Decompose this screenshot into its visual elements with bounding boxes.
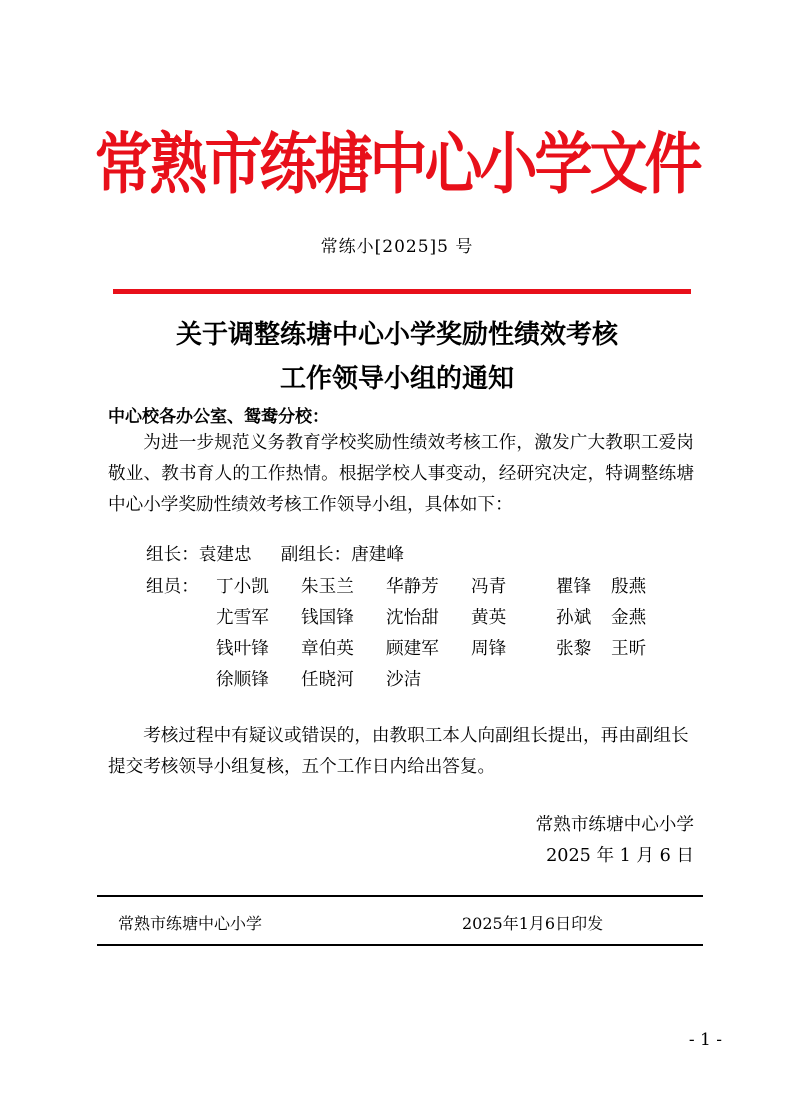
members-row (146, 572, 696, 603)
member-name: 朱玉兰 (301, 577, 354, 597)
member-name: 顾建军 (386, 639, 439, 659)
member-name: 尤雪军 (216, 608, 269, 628)
notice-title-line1: 关于调整练塘中心小学奖励性绩效考核 (175, 320, 618, 350)
member-name: 冯青 (471, 577, 507, 597)
page-number: - 1 - (688, 1030, 722, 1050)
member-name: 任晓河 (301, 670, 354, 690)
member-name: 周锋 (471, 639, 507, 659)
member-name: 丁小凯 (216, 577, 269, 597)
body-paragraph-2 (108, 721, 694, 783)
members-grid (146, 572, 696, 696)
member-name: 张黎 (556, 639, 592, 659)
footer-top-rule (97, 895, 703, 897)
member-name: 章伯英 (301, 639, 354, 659)
recipient: 中心校各办公室、鸳鸯分校： (108, 407, 329, 427)
member-name: 王昕 (611, 639, 647, 659)
document-header-title: 常熟市练塘中心小学文件 (94, 124, 700, 204)
member-name: 沙洁 (386, 670, 422, 690)
body-paragraph-1 (108, 428, 694, 521)
members-label: 组员： (146, 577, 199, 597)
member-name: 孙斌 (556, 608, 592, 628)
member-name: 钱叶锋 (216, 639, 269, 659)
document-number: 常练小[2025]5 号 (320, 237, 474, 257)
footer-bottom-rule (97, 944, 703, 946)
member-name: 钱国锋 (301, 608, 354, 628)
members-row (146, 603, 696, 634)
footer-issuer: 常熟市练塘中心小学 (118, 914, 263, 933)
members-row (146, 634, 696, 665)
leader-name: 袁建忠 (198, 545, 252, 565)
notice-title-line2: 工作领导小组的通知 (279, 364, 514, 394)
signature-date: 2025 年 1 月 6 日 (546, 846, 694, 866)
signature-org: 常熟市练塘中心小学 (535, 815, 694, 835)
member-name: 殷燕 (611, 577, 647, 597)
paragraph-text: 为进一步规范义务教育学校奖励性绩效考核工作，激发广大教职工爱岗敬业、教书育人的工作热情。根据学校人事变动，经研究决定，特调整练塘中心小学奖励性绩效考核工作领导小组，具体如下： (108, 433, 694, 515)
leader-label: 组长： (146, 545, 199, 565)
footer-issue-date: 2025年1月6日印发 (462, 914, 604, 933)
member-name: 瞿锋 (556, 577, 592, 597)
red-divider (113, 289, 691, 294)
deputy-name: 唐建峰 (351, 545, 404, 565)
members-row (146, 665, 696, 696)
leader-line (146, 541, 404, 566)
member-name: 金燕 (611, 608, 647, 628)
deputy-label: 副组长： (280, 545, 352, 565)
member-name: 徐顺锋 (216, 670, 269, 690)
member-name: 华静芳 (386, 577, 439, 597)
member-name: 黄英 (471, 608, 507, 628)
paragraph-text: 考核过程中有疑议或错误的，由教职工本人向副组长提出，再由副组长提交考核领导小组复核，五个工作日内给出答复。 (108, 726, 689, 777)
member-name: 沈怡甜 (386, 608, 439, 628)
